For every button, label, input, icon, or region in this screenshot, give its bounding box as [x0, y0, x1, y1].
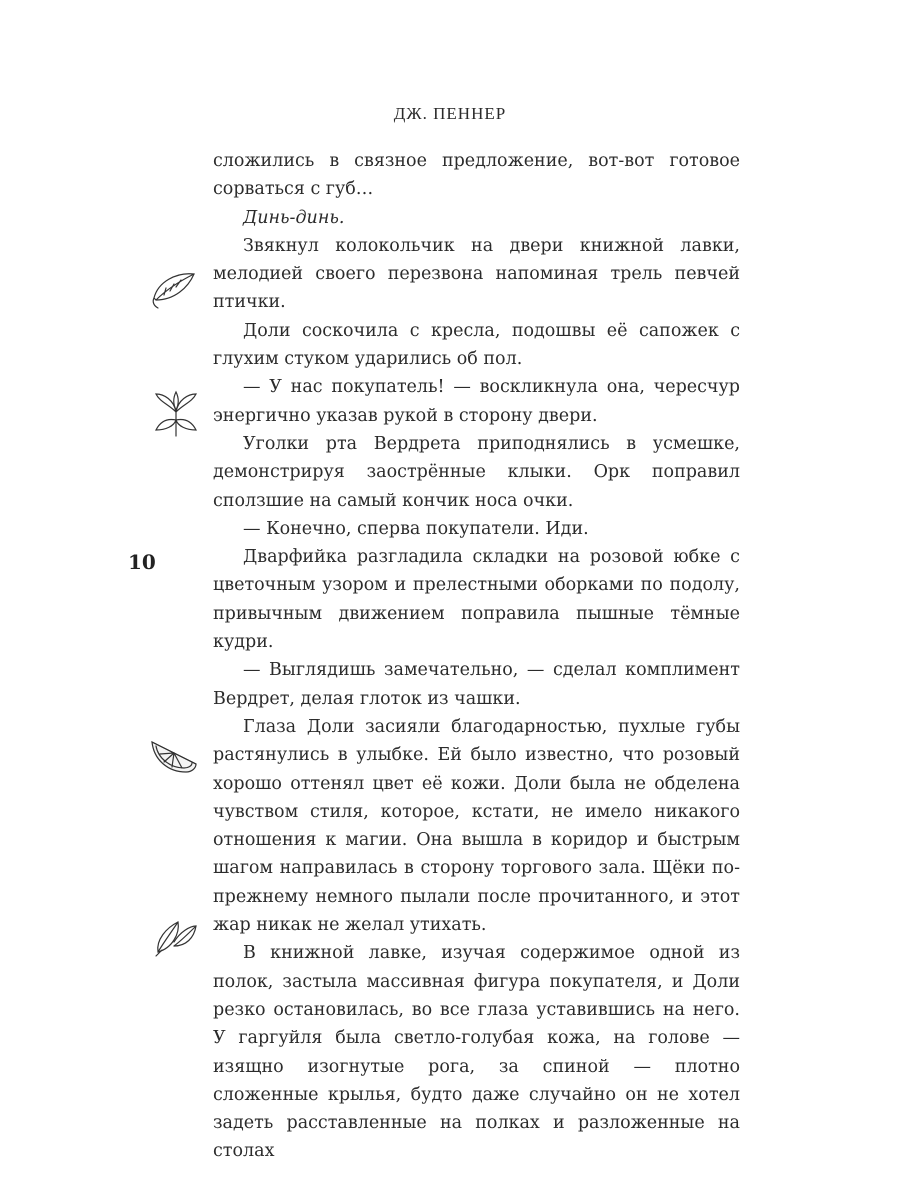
- dialogue-line: — Выглядишь замечательно, — сделал комплимент Вердрет, делая глоток из чашки.: [213, 660, 740, 709]
- paragraph: сложились в связное предложение, вот-вот готовое сорваться с губ…: [213, 151, 740, 200]
- paragraph: Доли соскочила с кресла, подошвы её сапожек с глухим стуком ударились об пол.: [213, 320, 740, 370]
- herb-sprig-ornament-icon: [150, 388, 202, 440]
- paragraph: Дварфийка разгладила складки на розовой юбке с цветочным узором и прелестными оборками по подолу, привычным движением поправила пышные тёмные кудри.: [213, 547, 740, 653]
- paragraph: Уголки рта Вердрета приподнялись в усмешке, демонстрируя заострённые клыки. Орк поправил сползшие на самый кончик носа очки.: [213, 433, 740, 511]
- paragraph: Звякнул колокольчик на двери книжной лавки, мелодией своего перезвона напоминая трель певчей птички.: [213, 235, 740, 313]
- paragraph: В книжной лавке, изучая содержимое одной из полок, застыла массивная фигура покупателя, и Доли резко остановилась, во все глаза уставившись на него. У гаргуйля была светло-голубая кожа, на голове — изящно изогнутые рога, за спиной — плотно сложенные крылья, будто даже случайно он не хотел задеть расставленные на полках и разложенные на столах: [213, 943, 740, 1162]
- dialogue-line: — Конечно, сперва покупатели. Иди.: [243, 518, 589, 539]
- dialogue-line: — У нас покупатель! — воскликнула она, чересчур энергично указав рукой в сторону двери.: [213, 377, 740, 426]
- body-text: [213, 147, 740, 1166]
- paragraph: Глаза Доли засияли благодарностью, пухлые губы растянулись в улыбке. Ей было известно, что розовый хорошо оттенял цвет её кожи. Доли была не обделена чувством стиля, которое, кстати, не имело никакого отношения к магии. Она вышла в коридор и быстрым шагом направилась в сторону торгового зала. Щёки по-прежнему немного пылали после прочитанного, и этот жар никак не желал утихать.: [213, 716, 740, 936]
- running-head: ДЖ. ПЕННЕР: [393, 104, 507, 123]
- leaf-ornament-icon: [150, 912, 202, 964]
- leaf-ornament-icon: [148, 262, 200, 314]
- paragraph-italic: Динь-динь.: [243, 207, 345, 228]
- citrus-slice-ornament-icon: [148, 728, 200, 780]
- page-number: 10: [128, 550, 156, 574]
